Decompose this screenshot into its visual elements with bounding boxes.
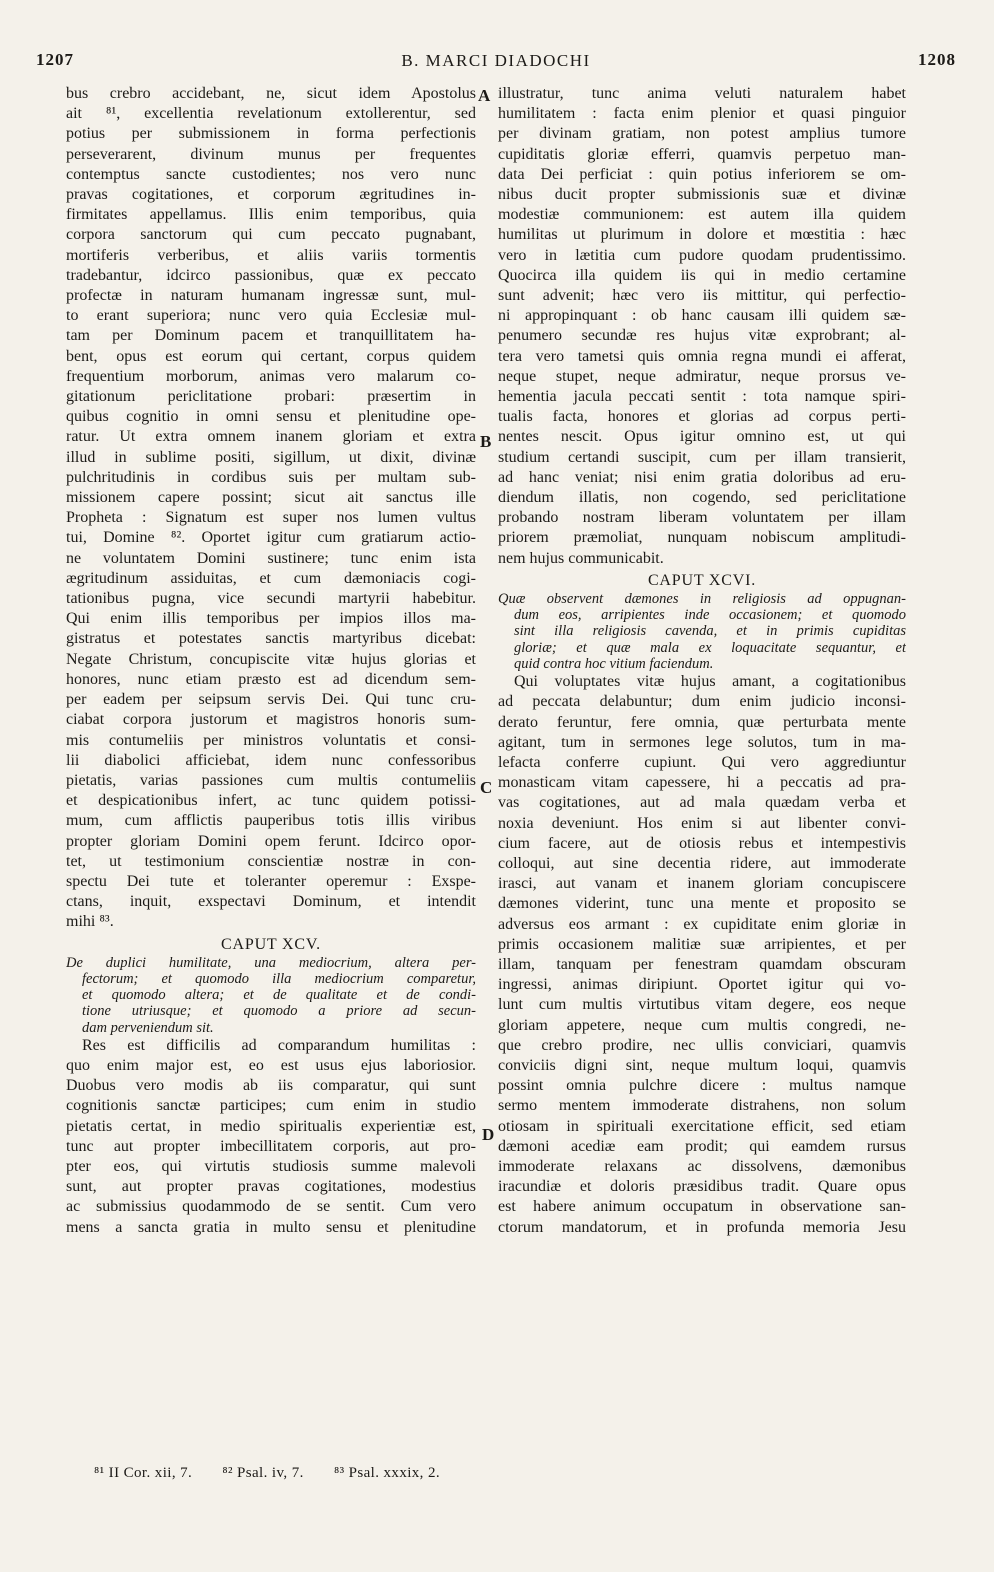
text-line: humilitatem : facta enim plenior et quasi pinguior — [498, 105, 906, 123]
text-line: Qui enim illis temporibus per impios illos ma- — [66, 610, 476, 628]
text-line: que crebro prodire, nec ullis conviciari, quamvis — [498, 1036, 906, 1054]
text-line: quid contra hoc vitium faciendum. — [514, 655, 714, 672]
text-line: per divinam gratiam, non potest amplius tumore — [498, 125, 906, 143]
text-line: possint omnia pulchre dicere : multus namque — [498, 1077, 906, 1095]
text-line: ratur. Ut extra omnem inanem gloriam et extra — [66, 428, 476, 446]
footnote-83: ⁸³ Psal. xxxix, 2. — [333, 1465, 441, 1481]
footnotes — [94, 1465, 466, 1482]
page-header — [36, 50, 956, 76]
text-line: cognitionis sanctæ participes; cum enim in studio — [66, 1097, 476, 1115]
text-line: honores, nunc etiam præsto est ad dicendum sem- — [66, 670, 476, 688]
margin-letter-c: C — [480, 778, 493, 797]
margin-letter-d: D — [482, 1125, 495, 1144]
text-line: to erant superiora; nunc vero quia Ecclesiæ mul- — [66, 307, 476, 325]
text-line: dæmones viderint, tunc una mente et proposito se — [498, 895, 906, 913]
text-line: perseverarent, divinum munus per frequentes — [66, 145, 476, 163]
page-number-left: 1207 — [36, 50, 74, 69]
text-line: pravas cogitationes, et corporum ægritudines in- — [66, 186, 476, 204]
text-line: tui, Domine ⁸². Oportet igitur cum gratiarum actio- — [66, 529, 476, 547]
chapter-summary-96 — [498, 591, 906, 672]
text-line: ctorum mandatorum, et in profunda memoria Jesu — [498, 1218, 906, 1236]
text-line: et quomodo altera; et de qualitate et de condi- — [82, 987, 476, 1004]
left-column — [66, 84, 476, 1238]
text-line: per eadem per seipsum servis Dei. Qui tunc cru- — [66, 691, 476, 709]
text-line: sunt advenit; hæc vero iis mittitur, qui perfectio- — [498, 287, 906, 305]
text-line: noxia deveniunt. Hos enim si aut libenter convi- — [498, 814, 906, 832]
text-line: potius per submissionem in forma perfectionis — [66, 125, 476, 143]
text-line: pietatis certat, in medio spiritualis experientiæ est, — [66, 1117, 476, 1135]
left-text-block-2 — [66, 1036, 476, 1238]
text-line: firmitates appellamus. Illis enim temporibus, quia — [66, 206, 476, 224]
text-line: iracundiæ et doloris præsidibus tradit. Quare opus — [498, 1178, 906, 1196]
text-line: est habere animum occupatum in observatione san- — [498, 1198, 906, 1216]
left-text-block-1 — [66, 84, 476, 933]
text-line: ctans, inquit, exspectavi Dominum, et intendit — [66, 893, 476, 911]
text-line: illud in sublime positi, sigillum, ut dixit, divinæ — [66, 448, 476, 466]
text-line: ad peccata delabuntur; dum enim judicio inconsi- — [498, 693, 906, 711]
text-line: spectu Dei tute et toleranter operemur : Exspe- — [66, 872, 476, 890]
text-line: Res est difficilis ad comparandum humilitas : — [82, 1036, 476, 1054]
text-line: ingressi, animas diripiunt. Oportet igitur qui vo- — [498, 976, 906, 994]
text-line: tione utriusque; et quomodo a priore ad secun- — [82, 1003, 476, 1020]
text-line: missionem capere possint; sicut ait sanctus ille — [66, 489, 476, 507]
text-line: tam per Dominum pacem et tranquillitatem ha- — [66, 327, 476, 345]
text-line: corpora sanctorum qui cum peccato pugnabant, — [66, 226, 476, 244]
right-column — [498, 84, 906, 1238]
text-line: humilitas ut plurimum in dolore et mœstitia : hæc — [498, 226, 906, 244]
text-line: pter eos, qui virtutis studiosis summe malevoli — [66, 1157, 476, 1175]
text-line: et despicationibus infert, ac tunc quidem potissi- — [66, 792, 476, 810]
text-line: Quocirca illa quidem iis qui in medio certamine — [498, 266, 906, 284]
chapter-summary-95 — [66, 955, 476, 1036]
text-line: colloqui, aut sine decentia ridere, aut immoderate — [498, 854, 906, 872]
text-line: ac submissius quodammodo de se sentit. Cum vero — [66, 1198, 476, 1216]
text-line: dam perveniendum sit. — [82, 1019, 214, 1036]
text-line: ciabat corpora justorum et magistros honoris sum- — [66, 711, 476, 729]
text-line: mis contumeliis per ministros voluntatis et consi- — [66, 731, 476, 749]
text-line: ait ⁸¹, excellentia revelationum extollerentur, sed — [66, 105, 476, 123]
text-line: modestiæ communionem: est autem illa quidem — [498, 206, 906, 224]
text-line: propter gloriam Domini opem ferunt. Idcirco opor- — [66, 832, 476, 850]
margin-letter-a: A — [478, 86, 491, 105]
text-line: cupiditatis gloriæ efferri, quamvis perpetuo man- — [498, 145, 906, 163]
text-line: vero in lætitia cum pudore quodam prudentissimo. — [498, 246, 906, 264]
text-line: Quæ observent dæmones in religiosis ad oppugnan- — [498, 591, 906, 608]
text-line: agitant, tum in sermones lege solutos, tum in ma- — [498, 733, 906, 751]
text-line: sunt, aut propter pravas cogitationes, modestius — [66, 1178, 476, 1196]
text-line: pietatis, varias passiones cum multis contumeliis — [66, 771, 476, 789]
text-line: Propheta : Signatum est super nos lumen vultus — [66, 509, 476, 527]
text-line: derato feruntur, fere omnia, quæ perturbata mente — [498, 713, 906, 731]
text-line: mum, cum afflictis pauperibus totis illis viribus — [66, 812, 476, 830]
text-line: quo enim major est, eo est usus ejus laboriosior. — [66, 1056, 476, 1074]
right-text-block-1 — [498, 84, 906, 569]
text-line: lii diabolici afficiebat, idem nunc confessoribus — [66, 751, 476, 769]
text-line: sint illa religiosis cavenda, et in primis cupiditas — [514, 623, 906, 640]
text-line: ne voluntatem Domini sustinere; tunc enim ista — [66, 549, 476, 567]
text-line: lefacta conferre cupiunt. Qui vero aggrediuntur — [498, 753, 906, 771]
text-line: tet, ut testimonium conscientiæ nostræ in con- — [66, 852, 476, 870]
text-line: Qui voluptates vitæ hujus amant, a cogitationibus — [514, 673, 906, 691]
text-line: nibus ducit propter submissionis suæ et divinæ — [498, 186, 906, 204]
text-line: De duplici humilitate, una mediocrium, altera per- — [66, 954, 476, 971]
text-line: gitationum periclitatione probari: præsertim in — [66, 388, 476, 406]
text-line: illustratur, tunc anima veluti naturalem habet — [498, 85, 906, 102]
text-line: pulchritudinis in cordibus suis per multam sub- — [66, 468, 476, 486]
chapter-title-96: CAPUT XCVI. — [647, 571, 757, 589]
text-line: lunt cum multis virtutibus vitam degere, eos neque — [498, 996, 906, 1014]
text-line: Negate Christum, concupiscite vitæ hujus glorias et — [66, 650, 476, 668]
text-line: tunc aut propter imbecillitatem corporis, aut pro- — [66, 1137, 476, 1155]
page-number-right: 1208 — [918, 50, 956, 69]
text-line: dæmoni acediæ eam prodit; qui eamdem rursus — [498, 1137, 906, 1155]
text-line: immoderate relaxans ac dissolvens, dæmonibus — [498, 1157, 906, 1175]
text-line: penumero secundæ res hujus vitæ exprobrant; al- — [498, 327, 906, 345]
text-line: ægritudinum assiduitas, et cum dæmoniacis cogi- — [66, 569, 476, 587]
text-line: nentes nescit. Opus igitur omnino est, ut qui — [498, 428, 906, 446]
text-line: sermo mentem immoderate distrahens, non solum — [498, 1097, 906, 1115]
footnote-82: ⁸² Psal. iv, 7. — [222, 1465, 304, 1481]
text-line: ni appropinquant : ob hanc causam illi quidem sæ- — [498, 307, 906, 325]
margin-letter-b: B — [480, 432, 492, 451]
text-line: gloriam appetere, neque cum multis congredi, ne- — [498, 1016, 906, 1034]
text-line: profectæ in naturam humanam ingressæ sunt, mul- — [66, 287, 476, 305]
text-line: diendum illatis, non cogendo, sed periclitatione — [498, 489, 906, 507]
text-line: gistratus et potestates sanctis martyribus dicebat: — [66, 630, 476, 648]
text-line: monasticam vitam capessere, hi a peccatis ad pra- — [498, 774, 906, 792]
text-line: conviciis digni sint, neque multum loqui, quamvis — [498, 1056, 906, 1074]
text-line: mihi ⁸³. — [66, 913, 114, 931]
text-line: vas cogitationes, aut ad mala quædam verba et — [498, 794, 906, 812]
running-title: B. MARCI DIADOCHI — [401, 51, 591, 70]
text-line: dum eos, arripientes inde occasionem; et quomodo — [514, 607, 906, 624]
text-line: data Dei perficiat : quin potius inferiorem se om- — [498, 165, 906, 183]
text-line: tualis facta, honores et glorias ad corpus perti- — [498, 408, 906, 426]
text-line: illam, tanquam per fenestram quamdam obscuram — [498, 955, 906, 973]
text-line: priorem præmoliat, nunquam nobiscum amplitudi- — [498, 529, 906, 547]
text-line: nem hujus communicabit. — [498, 549, 664, 567]
text-line: quibus cognitio in omni sensu et plenitudine ope- — [66, 408, 476, 426]
text-line: primis occasionem malitiæ suæ arripientes, et per — [498, 935, 906, 953]
text-line: tradebantur, idcirco passionibus, quæ ex peccato — [66, 266, 476, 284]
text-line: probando nostram liberam voluntatem per illam — [498, 509, 906, 527]
text-line: cium facere, aut de otiosis rebus et intempestivis — [498, 834, 906, 852]
text-line: Duobus vero modis ab iis comparatur, qui sunt — [66, 1077, 476, 1095]
footnote-81: ⁸¹ II Cor. xii, 7. — [94, 1465, 193, 1481]
text-line: mortiferis verberibus, et aliis variis tormentis — [66, 246, 476, 264]
text-line: tera vero tametsi quis omnia regna mundi ei afferat, — [498, 347, 906, 365]
text-line: bus crebro accidebant, ne, sicut idem Apostolus — [66, 85, 476, 102]
text-line: mens a sancta gratia in multo sensu et plenitudine — [66, 1218, 476, 1236]
text-line: neque stupet, neque admiratur, neque prorsus ve- — [498, 367, 906, 385]
text-line: otiosam in spirituali exercitatione efficit, sed etiam — [498, 1117, 906, 1135]
chapter-title-95: CAPUT XCV. — [221, 935, 321, 953]
right-text-block-2 — [498, 672, 906, 1238]
text-line: studium certandi suscipit, cum per illam transierit, — [498, 448, 906, 466]
text-line: ad hanc veniat; nisi enim gratia doloribus ad eru- — [498, 468, 906, 486]
text-line: tationibus pugna, vice secundi martyrii habebitur. — [66, 590, 476, 608]
text-line: bent, opus est eorum qui certant, corpus quidem — [66, 347, 476, 365]
text-line: irasci, aut vanam et inanem gloriam concupiscere — [498, 875, 906, 893]
text-line: adversus eos armant : ex cupiditate enim gloriæ in — [498, 915, 906, 933]
text-line: hementia jacula peccati sentit : tota namque spiri- — [498, 388, 906, 406]
text-line: contemptus sancte custodientes; nos vero nunc — [66, 165, 476, 183]
text-line: fectorum; et quomodo illa mediocrium comparetur, — [82, 970, 476, 987]
text-line: gloriæ; et quæ mala ex loquacitate sequantur, et — [514, 639, 906, 656]
text-line: frequentium morborum, animas vero malarum co- — [66, 367, 476, 385]
